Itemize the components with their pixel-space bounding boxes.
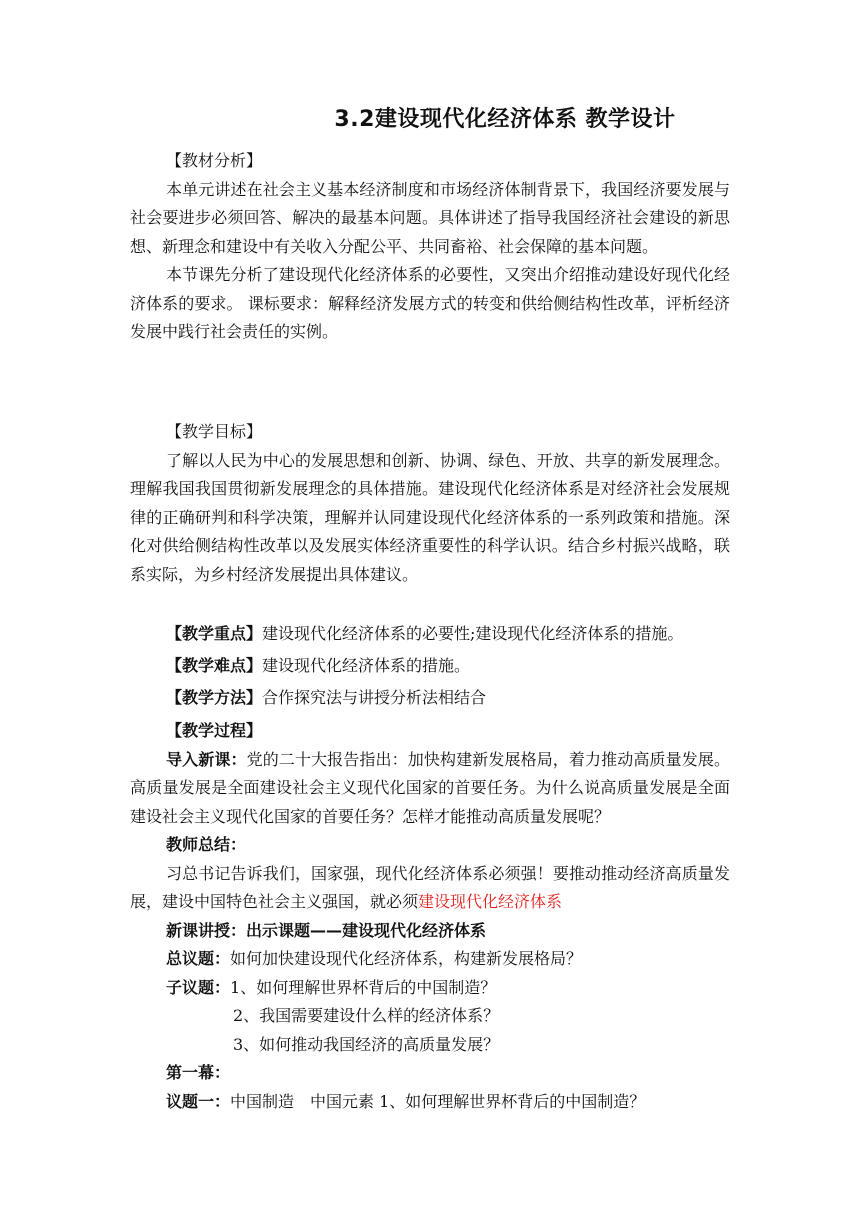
sub-topic-label: 子议题：: [166, 977, 231, 997]
act-one-label: 第一幕：: [166, 1063, 231, 1082]
teacher-summary-highlight: 建设现代化经济体系: [418, 892, 563, 911]
material-analysis-heading: 【教材分析】: [166, 151, 263, 170]
material-analysis-section: [130, 147, 730, 347]
material-analysis-paragraph-1: 本单元讲述在社会主义基本经济制度和市场经济体制背景下，我国经济要发展与社会要进步必须回答、解决的最基本问题。具体讲述了指导我国经济社会建设的新思想、新理念和建设中有关收入分配公平、共同畜裕、社会保障的基本问题。: [130, 179, 730, 256]
intro-text: 党的二十大报告指出：加快构建新发展格局，着力推动高质量发展。高质量发展是全面建设社会主义现代化国家的首要任务。为什么说高质量发展是全面建设社会主义现代化国家的首要任务？怎样才能推动高质量发展呢？: [130, 749, 730, 826]
teaching-goal-section: [130, 418, 730, 589]
teaching-key-text: 建设现代化经济体系的必要性;建设现代化经济体系的措施。: [262, 624, 684, 643]
teaching-key-label: 【教学重点】: [166, 624, 263, 643]
topic-one-label: 议题一：: [166, 1091, 231, 1111]
intro-paragraph: [130, 746, 730, 832]
intro-label: 导入新课：: [166, 749, 247, 769]
sub-topic-1: 1、如何理解世界杯背后的中国制造？: [230, 977, 497, 997]
teacher-summary-text: 习总书记告诉我们，国家强，现代化经济体系必须强！要推动推动经济高质量发展，建设中国特色社会主义强国，就必须: [130, 863, 730, 911]
sub-topic-3: 3、如何推动我国经济的高质量发展？: [233, 1034, 500, 1054]
material-analysis-paragraph-2: 本节课先分析了建设现代化经济体系的必要性，又突出介绍推动建设好现代化经济体系的要求。 课标要求：解释经济发展方式的转变和供给侧结构性改革，评析经济发展中践行社会责任的实例。: [130, 265, 730, 341]
teaching-difficulty-text: 建设现代化经济体系的措施。: [262, 656, 471, 675]
teaching-method-text: 合作探究法与讲授分析法相结合: [262, 688, 487, 707]
topic-one-line: [130, 1088, 730, 1117]
teaching-method-line: [130, 684, 730, 713]
teaching-goal-heading: 【教学目标】: [166, 422, 263, 441]
teaching-method-label: 【教学方法】: [166, 688, 263, 707]
teaching-goal-paragraph: 了解以人民为中心的发展思想和创新、协调、绿色、开放、共享的新发展理念。理解我国我国贯彻新发展理念的具体措施。建设现代化经济体系是对经济社会发展规律的正确研判和科学决策，理解并认同建设现代化经济体系的一系列政策和措施。深化对供给侧结构性改革以及发展实体经济重要性的科学认识。结合乡村振兴战略，联系实际，为乡村经济发展提出具体建议。: [130, 450, 730, 584]
teaching-process-heading: 【教学过程】: [166, 721, 263, 740]
teacher-summary-label: 教师总结：: [166, 835, 247, 854]
document-title: 3.2建设现代化经济体系 教学设计: [334, 107, 676, 132]
main-topic-text: 如何加快建设现代化经济体系，构建新发展格局？: [230, 949, 583, 968]
teaching-difficulty-label: 【教学难点】: [166, 656, 263, 675]
teaching-difficulty-line: [130, 652, 730, 681]
sub-topic-line-1: [130, 974, 730, 1003]
new-lesson-line: 新课讲授：出示课题——建设现代化经济体系: [166, 920, 487, 940]
topic-one-text: 中国制造 中国元素 1、如何理解世界杯背后的中国制造？: [230, 1091, 646, 1111]
teaching-process-section: [130, 717, 730, 1116]
sub-topic-2: 2、我国需要建设什么样的经济体系？: [233, 1006, 500, 1025]
teacher-summary-paragraph: [130, 860, 730, 917]
main-topic-line: [130, 945, 730, 974]
teaching-key-line: [130, 620, 730, 649]
main-topic-label: 总议题：: [166, 949, 231, 968]
